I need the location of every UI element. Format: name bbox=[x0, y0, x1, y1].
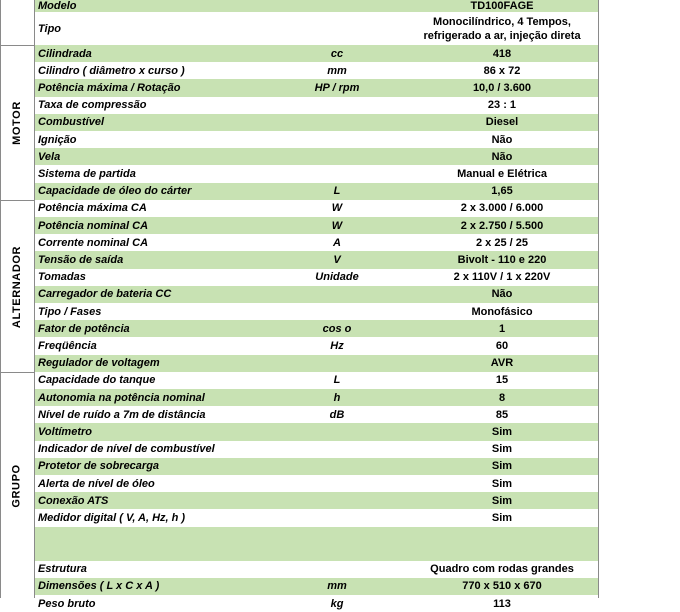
spec-value: 2 x 3.000 / 6.000 bbox=[460, 202, 544, 215]
spec-unit bbox=[268, 303, 406, 320]
spec-label: Tensão de saída bbox=[38, 253, 124, 266]
spec-label: Tomadas bbox=[38, 271, 86, 284]
spec-label: Indicador de nível de combustível bbox=[38, 443, 215, 456]
spec-value: 86 x 72 bbox=[483, 64, 521, 77]
spec-label: Potência nominal CA bbox=[38, 219, 149, 232]
section-title-1 bbox=[0, 200, 34, 373]
spec-label: Fator de potência bbox=[38, 322, 130, 335]
spec-unit bbox=[268, 148, 406, 165]
spec-row bbox=[34, 269, 598, 286]
spec-row bbox=[34, 406, 598, 423]
section-title-text: MOTOR bbox=[11, 101, 23, 146]
spec-label: Sistema de partida bbox=[38, 167, 136, 180]
spec-value: Monofásico bbox=[471, 305, 533, 318]
spec-unit: h bbox=[333, 391, 341, 404]
spec-row bbox=[34, 303, 598, 320]
spec-unit bbox=[268, 131, 406, 148]
spec-row bbox=[34, 45, 598, 62]
spec-unit: mm bbox=[327, 64, 347, 77]
spec-row bbox=[34, 97, 598, 114]
spec-row bbox=[34, 79, 598, 96]
tipo-value: Monocilíndrico, 4 Tempos, refrigerado a ar, injeção direta bbox=[423, 15, 581, 42]
spec-row bbox=[34, 62, 598, 79]
spec-row bbox=[34, 200, 598, 217]
spec-row bbox=[34, 183, 598, 200]
spec-unit: cos o bbox=[322, 322, 352, 335]
spec-row bbox=[34, 389, 598, 406]
spec-unit bbox=[268, 561, 406, 578]
section-divider bbox=[34, 0, 35, 598]
spec-value: Quadro com rodas grandes bbox=[430, 563, 574, 576]
spec-value: 418 bbox=[492, 47, 512, 60]
spec-unit: L bbox=[333, 374, 341, 387]
spec-value: 10,0 / 3.600 bbox=[472, 81, 532, 94]
spec-unit: A bbox=[333, 236, 341, 249]
spec-label: Dimensões ( L x C x A ) bbox=[38, 580, 160, 593]
spec-row bbox=[34, 458, 598, 475]
spec-label: Cilindrada bbox=[38, 47, 92, 60]
spec-label: Taxa de compressão bbox=[38, 99, 147, 112]
spec-label: Protetor de sobrecarga bbox=[38, 460, 160, 473]
spec-label: Tipo / Fases bbox=[38, 305, 102, 318]
spec-row bbox=[34, 131, 598, 148]
spec-unit: V bbox=[333, 253, 341, 266]
spec-unit: W bbox=[331, 202, 343, 215]
spec-row bbox=[34, 355, 598, 372]
spec-label: Vela bbox=[38, 150, 61, 163]
spec-unit bbox=[268, 475, 406, 492]
spec-row bbox=[34, 286, 598, 303]
spec-label: Nível de ruído a 7m de distância bbox=[38, 408, 206, 421]
spec-value: Sim bbox=[491, 494, 513, 507]
spec-label: Regulador de voltagem bbox=[38, 357, 160, 370]
spec-row bbox=[34, 251, 598, 268]
header-row bbox=[34, 0, 598, 12]
spec-unit bbox=[268, 492, 406, 509]
spec-value: Diesel bbox=[485, 116, 519, 129]
spec-unit: Hz bbox=[330, 339, 344, 352]
spec-label: Carregador de bateria CC bbox=[38, 288, 172, 301]
spec-label: Autonomia na potência nominal bbox=[38, 391, 205, 404]
spec-unit bbox=[268, 97, 406, 114]
spec-row bbox=[34, 527, 598, 561]
spec-unit bbox=[268, 527, 406, 561]
spec-row bbox=[34, 509, 598, 526]
spec-unit: L bbox=[333, 185, 341, 198]
spec-value: 23 : 1 bbox=[487, 99, 517, 112]
spec-row bbox=[34, 441, 598, 458]
spec-row bbox=[34, 492, 598, 509]
spec-unit: Unidade bbox=[315, 271, 359, 284]
spec-row bbox=[34, 423, 598, 440]
left-border bbox=[0, 0, 1, 598]
spec-label: Voltímetro bbox=[38, 425, 92, 438]
spec-unit: W bbox=[331, 219, 343, 232]
spec-label: Conexão ATS bbox=[38, 494, 109, 507]
section-title-text: GRUPO bbox=[11, 464, 23, 508]
spec-unit: HP / rpm bbox=[314, 81, 360, 94]
model-value: TD100FAGE bbox=[470, 0, 534, 12]
spec-value: Não bbox=[491, 133, 513, 146]
spec-value: 60 bbox=[495, 339, 509, 352]
spec-label: Freqüência bbox=[38, 339, 97, 352]
spec-row bbox=[34, 372, 598, 389]
spec-row bbox=[34, 561, 598, 578]
spec-value: Não bbox=[491, 150, 513, 163]
spec-value: 8 bbox=[498, 391, 506, 404]
spec-row bbox=[34, 234, 598, 251]
spec-unit: kg bbox=[330, 597, 344, 610]
right-border bbox=[598, 0, 599, 598]
spec-label: Capacidade do tanque bbox=[38, 374, 156, 387]
spec-label: Capacidade de óleo do cárter bbox=[38, 185, 192, 198]
spec-label: Peso bruto bbox=[38, 597, 96, 610]
tipo-label: Tipo bbox=[38, 22, 62, 35]
spec-value: 2 x 2.750 / 5.500 bbox=[460, 219, 544, 232]
spec-row bbox=[34, 165, 598, 182]
spec-row bbox=[34, 148, 598, 165]
spec-row bbox=[34, 217, 598, 234]
spec-value: 2 x 110V / 1 x 220V bbox=[453, 271, 551, 284]
spec-value: Sim bbox=[491, 425, 513, 438]
spec-label: Ignição bbox=[38, 133, 77, 146]
spec-unit bbox=[268, 458, 406, 475]
spec-row bbox=[34, 578, 598, 595]
spec-unit: dB bbox=[329, 408, 345, 421]
spec-row bbox=[34, 475, 598, 492]
spec-row bbox=[34, 114, 598, 131]
spec-value: Não bbox=[491, 288, 513, 301]
spec-value: Bivolt - 110 e 220 bbox=[457, 253, 547, 266]
spec-label: Alerta de nível de óleo bbox=[38, 477, 155, 490]
spec-row bbox=[34, 320, 598, 337]
spec-label: Potência máxima CA bbox=[38, 202, 147, 215]
spec-value: Sim bbox=[491, 477, 513, 490]
spec-unit: mm bbox=[327, 580, 347, 593]
header-label: Modelo bbox=[38, 0, 77, 12]
spec-unit bbox=[268, 286, 406, 303]
spec-unit bbox=[268, 355, 406, 372]
spec-label: Corrente nominal CA bbox=[38, 236, 149, 249]
spec-label: Estrutura bbox=[38, 563, 87, 576]
spec-value: Manual e Elétrica bbox=[457, 167, 547, 180]
spec-value: 2 x 25 / 25 bbox=[476, 236, 528, 249]
spec-unit bbox=[268, 114, 406, 131]
spec-unit bbox=[268, 441, 406, 458]
spec-value: 1 bbox=[498, 322, 506, 335]
spec-value: Sim bbox=[491, 460, 513, 473]
spec-label: Potência máxima / Rotação bbox=[38, 81, 181, 94]
section-title-2 bbox=[0, 372, 34, 599]
spec-unit: cc bbox=[330, 47, 344, 60]
spec-unit bbox=[268, 423, 406, 440]
tipo-row bbox=[34, 12, 598, 45]
spec-label: Medidor digital ( V, A, Hz, h ) bbox=[38, 511, 186, 524]
section-title-text: ALTERNADOR bbox=[11, 245, 23, 328]
spec-unit bbox=[268, 165, 406, 182]
spec-value bbox=[406, 527, 598, 561]
spec-value: 15 bbox=[495, 374, 509, 387]
spec-value: 85 bbox=[495, 408, 509, 421]
spec-value: AVR bbox=[490, 357, 514, 370]
spec-value: Sim bbox=[491, 511, 513, 524]
spec-unit bbox=[268, 509, 406, 526]
spec-value: 1,65 bbox=[491, 185, 513, 198]
spec-row bbox=[34, 337, 598, 354]
spec-value: Sim bbox=[491, 443, 513, 456]
spec-label: Combustível bbox=[38, 116, 105, 129]
spec-value: 113 bbox=[493, 597, 511, 610]
section-title-0 bbox=[0, 45, 34, 201]
spec-label: Cilindro ( diâmetro x curso ) bbox=[38, 64, 185, 77]
spec-value: 770 x 510 x 670 bbox=[462, 580, 542, 593]
